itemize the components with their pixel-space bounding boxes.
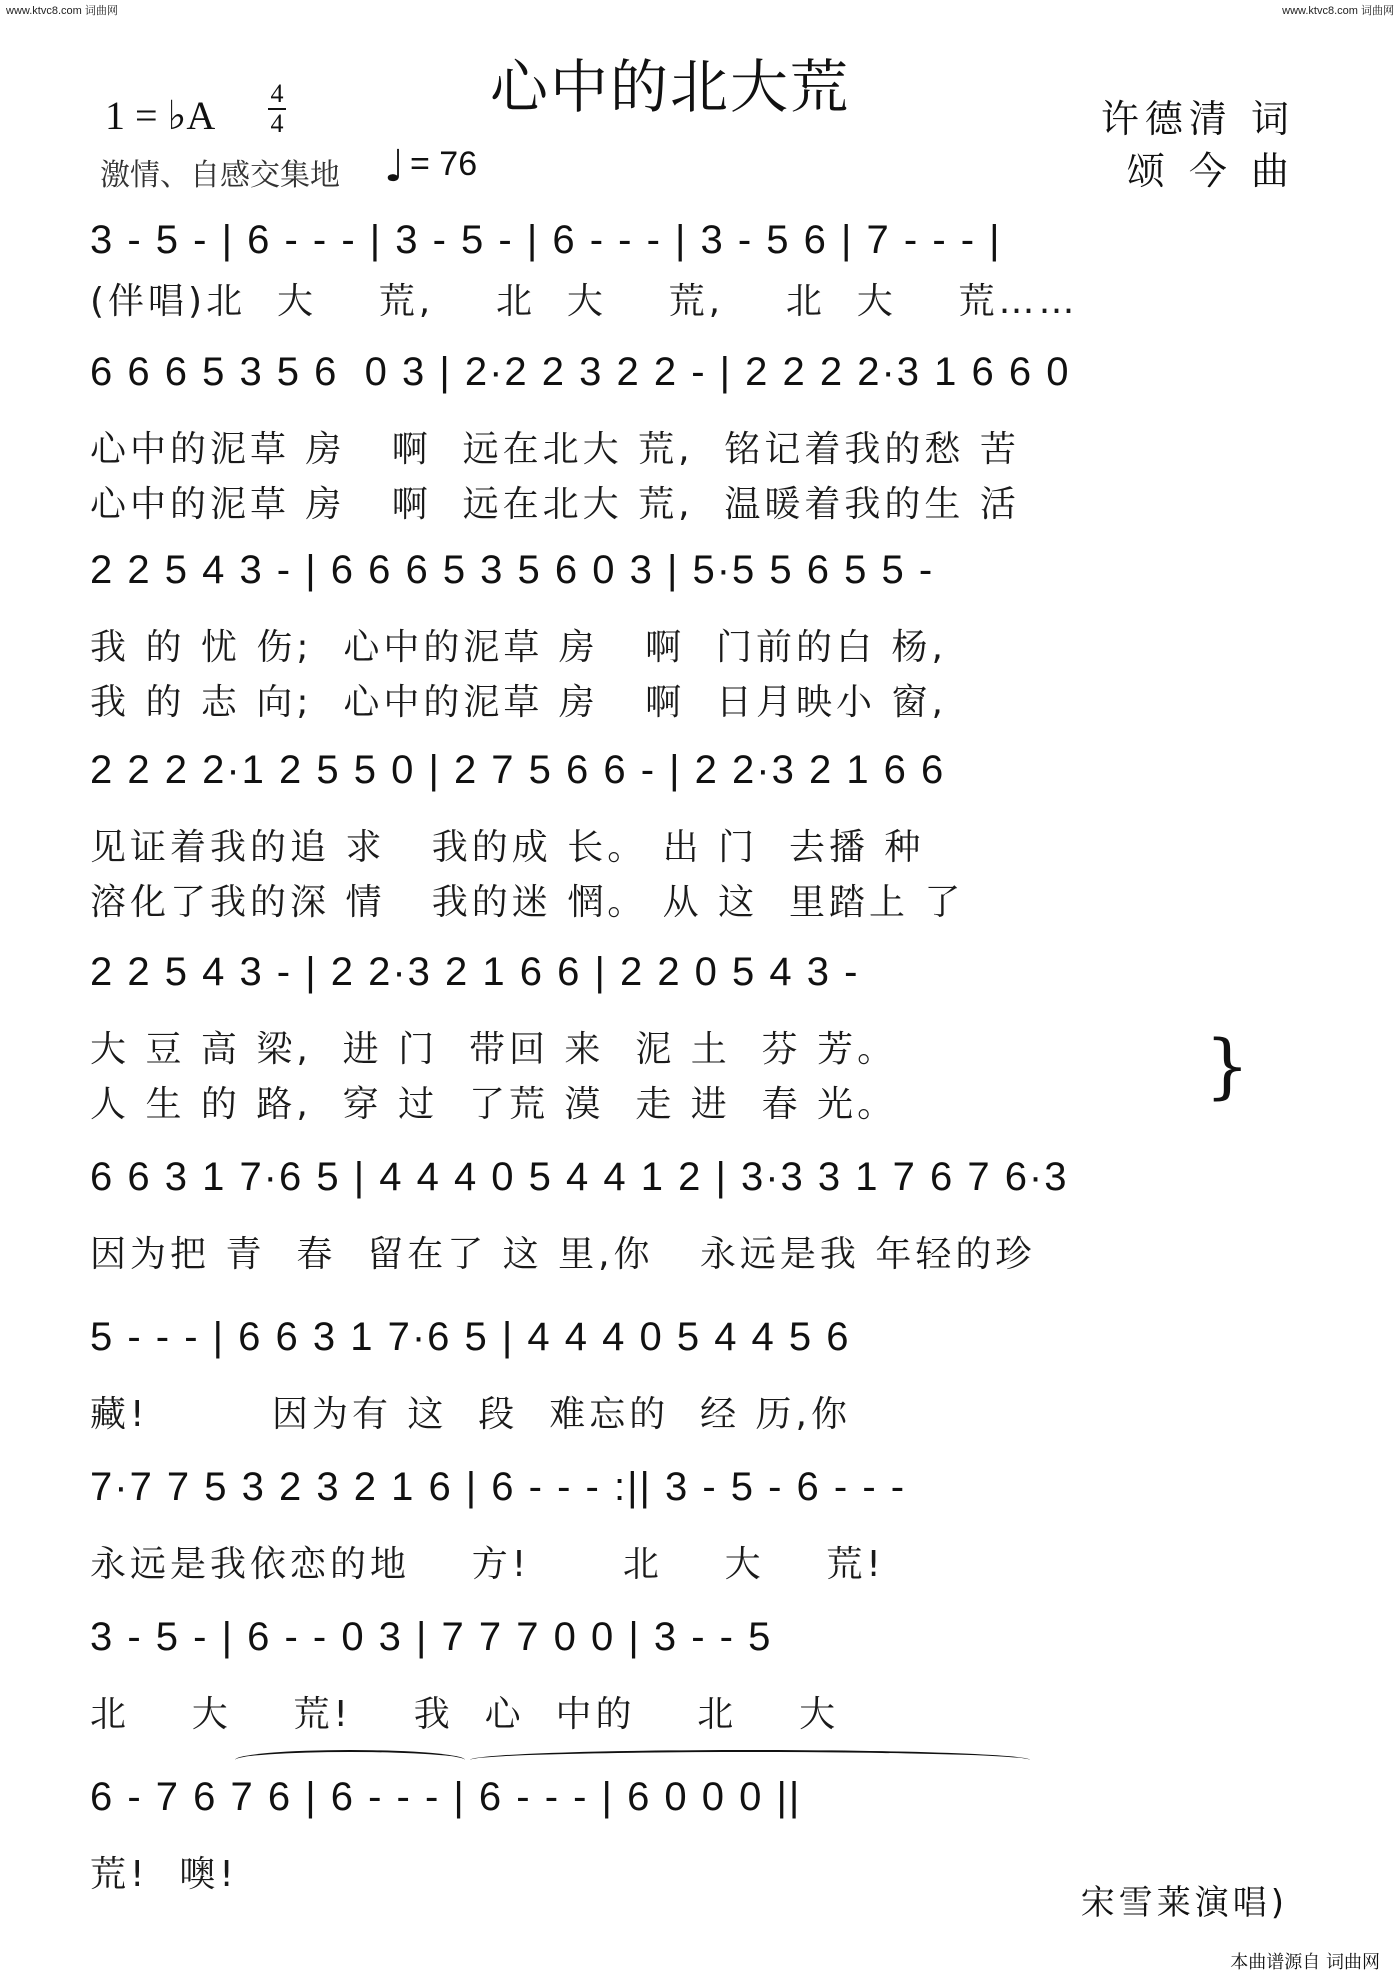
lyric-line-2: 人 生 的 路, 穿 过 了荒 漠 走 进 春 光。 — [90, 1084, 898, 1125]
slur-mark — [470, 1750, 1030, 1770]
time-top: 4 — [270, 79, 284, 108]
tempo-description: 激情、自感交集地 — [100, 158, 340, 193]
notes-line: 2 2 5 4 3 - | 6 6 6 5 3 5 6 0 3 | 5·5 5 6 5 5 - — [90, 548, 935, 592]
notes-line: 6 6 6 5 3 5 6 0 3 | 2·2 2 3 2 2 - | 2 2 2 2·3 1 6 6 0 — [90, 350, 1071, 394]
notes-line: 3 - 5 - | 6 - - 0 3 | 7 7 7 0 0 | 3 - - 5 — [90, 1615, 773, 1659]
lyric-line: 荒! 噢! — [90, 1854, 238, 1895]
system-3 — [90, 548, 1305, 725]
notes-line: 7·7 7 5 3 2 3 2 1 6 | 6 - - - :|| 3 - 5 - 6 - - - — [90, 1465, 907, 1509]
system-2 — [90, 350, 1305, 527]
notes-line: 3 - 5 - | 6 - - - | 3 - 5 - | 6 - - - | 3 - 5 6 | 7 - - - | — [90, 218, 1002, 262]
system-1 — [90, 218, 1305, 324]
lyric-line-1: 大 豆 高 梁, 进 门 带回 来 泥 土 芬 芳。 — [90, 1029, 898, 1070]
system-5 — [90, 950, 1305, 1127]
system-7 — [90, 1315, 1305, 1437]
notes-line: 6 - 7 6 7 6 | 6 - - - | 6 - - - | 6 0 0 0 || — [90, 1775, 802, 1819]
lyric-line-1: 见证着我的追 求 我的成 长。 出 门 去播 种 — [90, 827, 925, 868]
notes-line: 5 - - - | 6 6 3 1 7·6 5 | 4 4 4 0 5 4 4 5 6 — [90, 1315, 851, 1359]
composer: 颂 今 曲 — [1126, 149, 1295, 193]
system-9 — [90, 1615, 1305, 1737]
system-6 — [90, 1155, 1305, 1277]
performer-credit: 宋雪莱演唱) — [1080, 1883, 1288, 1923]
slur-mark — [235, 1750, 465, 1770]
notes-line: 2 2 5 4 3 - | 2 2·3 2 1 6 6 | 2 2 0 5 4 3 - — [90, 950, 860, 994]
time-bottom: 4 — [270, 109, 284, 138]
notes-line: 2 2 2 2·1 2 5 5 0 | 2 7 5 6 6 - | 2 2·3 2 1 6 6 — [90, 748, 946, 792]
notes-line: 6 6 3 1 7·6 5 | 4 4 4 0 5 4 4 1 2 | 3·3 3 1 7 6 7 6·3 — [90, 1155, 1069, 1199]
lyric-line-1: 我 的 忧 伤; 心中的泥草 房 啊 门前的白 杨, — [90, 627, 947, 668]
watermark-right: www.ktvc8.com 词曲网 — [1282, 5, 1394, 17]
lyric-line: (伴唱)北 大 荒, 北 大 荒, 北 大 荒…… — [90, 281, 1079, 322]
song-title: 心中的北大荒 — [490, 53, 851, 121]
lyric-line: 因为把 青 春 留在了 这 里,你 永远是我 年轻的珍 — [90, 1234, 1036, 1275]
lyric-line-2: 溶化了我的深 情 我的迷 惘。 从 这 里踏上 了 — [90, 882, 965, 923]
lyric-line-2: 我 的 志 向; 心中的泥草 房 啊 日月映小 窗, — [90, 682, 947, 723]
watermark-left: www.ktvc8.com 词曲网 — [6, 5, 118, 17]
time-signature — [268, 79, 286, 138]
lyric-line: 藏! 因为有 这 段 难忘的 经 历,你 — [90, 1394, 851, 1435]
tempo-value: = 76 — [410, 145, 478, 183]
lyric-line: 永远是我依恋的地 方! 北 大 荒! — [90, 1544, 885, 1585]
repeat-brace: } — [1205, 1025, 1250, 1107]
quarter-note-icon: ♩ — [384, 141, 405, 192]
system-8 — [90, 1465, 1305, 1587]
lyricist: 许德清 词 — [1100, 97, 1295, 141]
lyric-line: 北 大 荒! 我 心 中的 北 大 — [90, 1694, 840, 1735]
lyric-line-2: 心中的泥草 房 啊 远在北大 荒, 温暖着我的生 活 — [90, 484, 1020, 525]
system-4 — [90, 748, 1305, 925]
key-signature: 1 = ♭A — [105, 93, 216, 138]
footer-source: 本曲谱源自 词曲网 — [1230, 1952, 1380, 1973]
lyric-line-1: 心中的泥草 房 啊 远在北大 荒, 铭记着我的愁 苦 — [90, 429, 1020, 470]
